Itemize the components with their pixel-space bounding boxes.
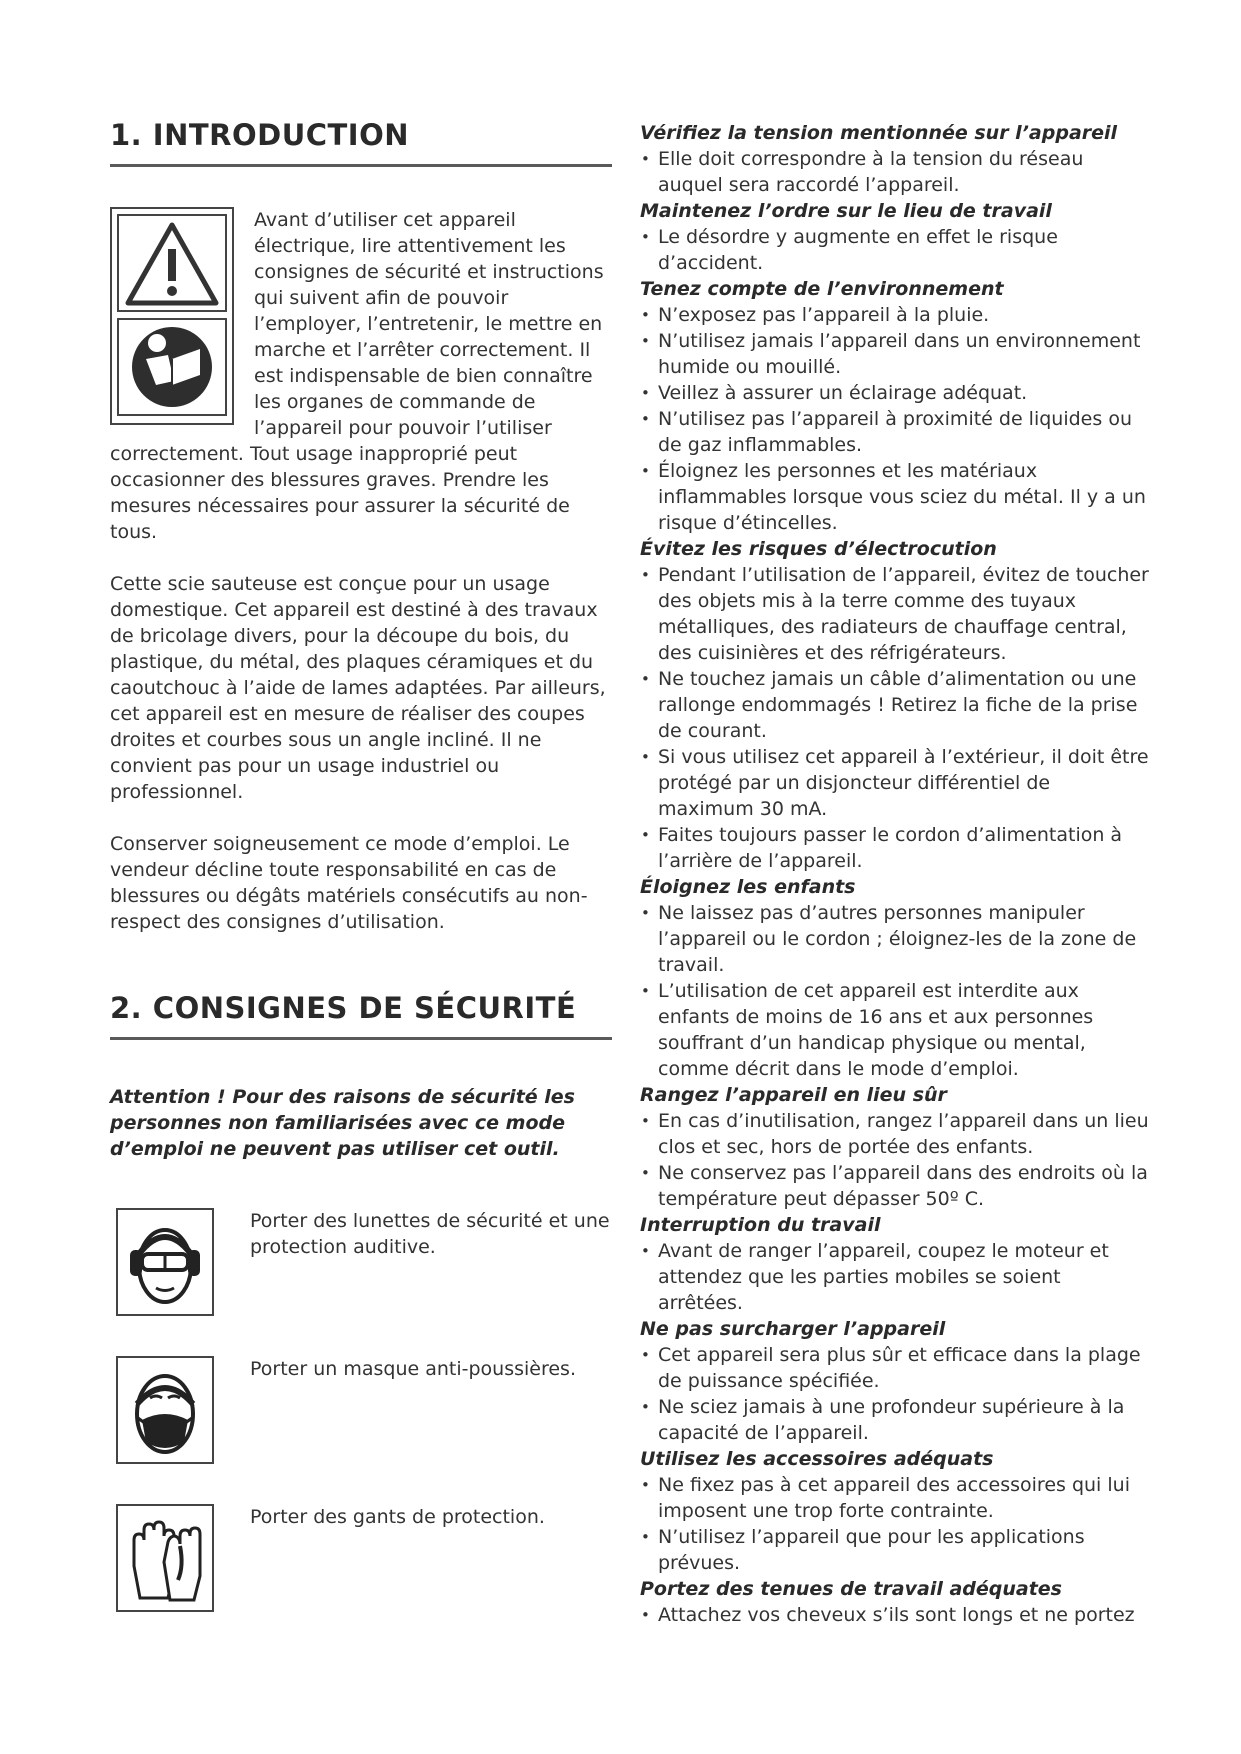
safety-bullet: • Ne fixez pas à cet appareil des accessoires qui lui imposent une trop forte contrainte. <box>640 1472 1150 1524</box>
safety-group <box>640 1082 1150 1212</box>
ppe-item <box>110 1356 612 1504</box>
ppe-list <box>110 1208 612 1652</box>
safety-group <box>640 120 1150 198</box>
left-column <box>110 118 612 1652</box>
safety-bullet: • Ne sciez jamais à une profondeur supérieure à la capacité de l’appareil. <box>640 1394 1150 1446</box>
safety-bullet: • Cet appareil sera plus sûr et efficace dans la plage de puissance spécifiée. <box>640 1342 1150 1394</box>
ppe-text: Porter des lunettes de sécurité et une protection auditive. <box>250 1210 610 1258</box>
warning-triangle-icon <box>112 209 232 423</box>
safety-group <box>640 1576 1150 1628</box>
safety-group <box>640 536 1150 874</box>
safety-group <box>640 874 1150 1082</box>
goggles-ear-protection-icon <box>116 1208 214 1316</box>
safety-bullet: • En cas d’inutilisation, rangez l’appareil dans un lieu clos et sec, hors de portée des enfants. <box>640 1108 1150 1160</box>
safety-bullet: • N’utilisez l’appareil que pour les applications prévues. <box>640 1524 1150 1576</box>
safety-heading: Rangez l’appareil en lieu sûr <box>640 1084 947 1106</box>
safety-bullet: • Ne laissez pas d’autres personnes manipuler l’appareil ou le cordon ; éloignez-les de la zone de travail. <box>640 900 1150 978</box>
attention-notice: Attention ! Pour des raisons de sécurité les personnes non familiarisées avec ce mode d’emploi ne peuvent pas utiliser cet outil. <box>110 1086 575 1160</box>
safety-heading: Interruption du travail <box>640 1214 881 1236</box>
dust-mask-icon <box>116 1356 214 1464</box>
safety-group <box>640 1446 1150 1576</box>
safety-bullet: • Attachez vos cheveux s’ils sont longs et ne portez <box>640 1602 1150 1628</box>
safety-bullet: • Elle doit correspondre à la tension du réseau auquel sera raccordé l’appareil. <box>640 146 1150 198</box>
ppe-item <box>110 1504 612 1652</box>
warning-pictogram <box>110 207 234 425</box>
safety-group <box>640 1212 1150 1316</box>
safety-bullet: • N’utilisez jamais l’appareil dans un environnement humide ou mouillé. <box>640 328 1150 380</box>
gloves-icon <box>116 1504 214 1612</box>
product-description-paragraph: Cette scie sauteuse est conçue pour un usage domestique. Cet appareil est destiné à des travaux de bricolage divers, pour la découpe du bois, du plastique, du métal, des plaques céramiques et du caoutchouc à l’aide de lames adaptées. Par ailleurs, cet appareil est en mesure de réaliser des coupes droites et courbes sous un angle incliné. Il ne convient pas pour un usage industriel ou professionnel. <box>110 573 606 803</box>
safety-group <box>640 276 1150 536</box>
right-column <box>640 120 1150 1628</box>
safety-bullet: • N’utilisez pas l’appareil à proximité de liquides ou de gaz inflammables. <box>640 406 1150 458</box>
safety-bullet: • Veillez à assurer un éclairage adéquat. <box>640 380 1150 406</box>
safety-group <box>640 1316 1150 1446</box>
safety-heading: Vérifiez la tension mentionnée sur l’appareil <box>640 122 1118 144</box>
safety-heading: Ne pas surcharger l’appareil <box>640 1318 946 1340</box>
intro-paragraph: Avant d’utiliser cet appareil électrique, lire attentivement les consignes de sécurité et instructions qui suivent afin de pouvoir l’employer, l’entretenir, le mettre en marche et l’arrêter correctement. Il est indispensable de bien connaître les organes de commande de l’appareil pour pouvoir l’utiliser correctement. Tout usage inapproprié peut occasionner des blessures graves. Prendre les mesures nécessaires pour assurer la sécurité de tous. <box>110 209 604 543</box>
safety-bullet: • N’exposez pas l’appareil à la pluie. <box>640 302 1150 328</box>
section-title-introduction: 1. INTRODUCTION <box>110 118 612 167</box>
ppe-item <box>110 1208 612 1356</box>
safety-bullet: • Faites toujours passer le cordon d’alimentation à l’arrière de l’appareil. <box>640 822 1150 874</box>
safety-heading: Éloignez les enfants <box>640 876 856 898</box>
safety-bullet: • Si vous utilisez cet appareil à l’extérieur, il doit être protégé par un disjoncteur différentiel de maximum 30 mA. <box>640 744 1150 822</box>
ppe-text: Porter des gants de protection. <box>250 1506 545 1528</box>
safety-bullet: • L’utilisation de cet appareil est interdite aux enfants de moins de 16 ans et aux personnes souffrant d’un handicap physique ou mental, comme décrit dans le mode d’emploi. <box>640 978 1150 1082</box>
safety-bullet: • Pendant l’utilisation de l’appareil, évitez de toucher des objets mis à la terre comme des tuyaux métalliques, des radiateurs de chauffage central, des cuisinières et des réfrigérateurs. <box>640 562 1150 666</box>
manual-retention-paragraph: Conserver soigneusement ce mode d’emploi. Le vendeur décline toute responsabilité en cas de blessures ou dégâts matériels consécutifs au non-respect des consignes d’utilisation. <box>110 833 588 933</box>
safety-heading: Portez des tenues de travail adéquates <box>640 1578 1062 1600</box>
safety-bullet: • Avant de ranger l’appareil, coupez le moteur et attendez que les parties mobiles se soient arrêtées. <box>640 1238 1150 1316</box>
safety-group <box>640 198 1150 276</box>
intro-block <box>110 207 612 545</box>
ppe-text: Porter un masque anti-poussières. <box>250 1358 576 1380</box>
safety-heading: Utilisez les accessoires adéquats <box>640 1448 994 1470</box>
safety-heading: Maintenez l’ordre sur le lieu de travail <box>640 200 1052 222</box>
safety-bullet: • Ne touchez jamais un câble d’alimentation ou une rallonge endommagés ! Retirez la fiche de la prise de courant. <box>640 666 1150 744</box>
safety-bullet: • Ne conservez pas l’appareil dans des endroits où la température peut dépasser 50º C. <box>640 1160 1150 1212</box>
safety-heading: Tenez compte de l’environnement <box>640 278 1004 300</box>
safety-bullet: • Le désordre y augmente en effet le risque d’accident. <box>640 224 1150 276</box>
safety-heading: Évitez les risques d’électrocution <box>640 538 997 560</box>
safety-bullet: • Éloignez les personnes et les matériaux inflammables lorsque vous sciez du métal. Il y a un risque d’étincelles. <box>640 458 1150 536</box>
section-title-safety: 2. CONSIGNES DE SÉCURITÉ <box>110 991 612 1040</box>
